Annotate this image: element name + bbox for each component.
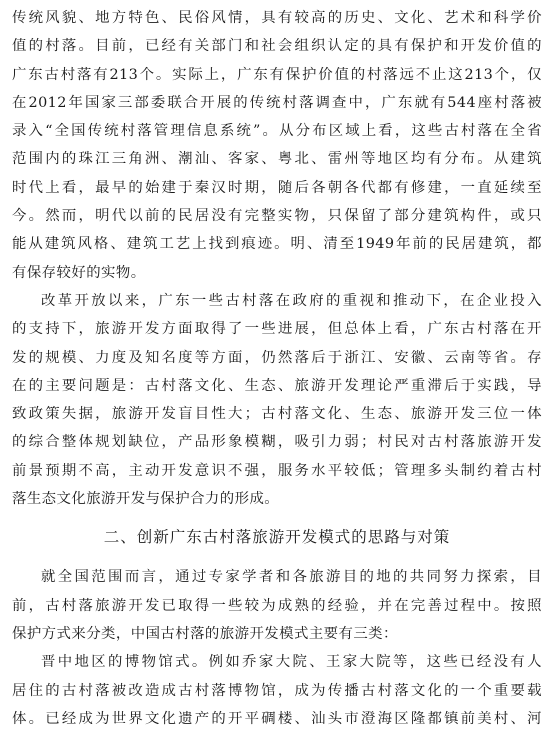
text-line: 落生态文化旅游开发与保护合力的形成。 <box>12 491 280 508</box>
text-line: 有保存较好的实物。 <box>12 264 146 281</box>
text-line: 致政策失据，旅游开发盲目性大；古村落文化、生态、旅游开发三位一体 <box>12 406 542 423</box>
text-line: 在的主要问题是：古村落文化、生态、旅游开发理论严重滞后于实践，导 <box>12 377 542 394</box>
text-line: 值的村落。目前，已经有关部门和社会组织认定的具有保护和开发价值的 <box>12 38 542 55</box>
text-line: 时代上看，最早的始建于秦汉时期，随后各朝各代都有修建，一直延续至 <box>12 179 542 196</box>
text-line: 前景预期不高，主动开发意识不强，服务水平较低；管理多头制约着古村 <box>12 462 542 479</box>
text-line: 范围内的珠江三角洲、潮汕、客家、粤北、雷州等地区均有分布。从建筑 <box>12 151 542 168</box>
paragraph-village-overview <box>12 4 542 287</box>
text-line: 录入“全国传统村落管理信息系统”。从分布区域上看，这些古村落在全省 <box>12 123 542 140</box>
text-line: 改革开放以来，广东一些古村落在政府的重视和推动下，在企业投入 <box>41 292 542 309</box>
paragraph-reform-problems <box>12 287 542 513</box>
text-line: 保护方式来分类，中国古村落的旅游开发模式主要有三类： <box>12 625 398 642</box>
section-heading: 二、创新广东古村落旅游开发模式的思路与对策 <box>103 528 451 547</box>
paragraph-national-experience <box>12 563 542 648</box>
text-line: 今。然而，明代以前的民居没有完整实物，只保留了部分建筑构件，或只 <box>12 208 542 225</box>
text-line: 能从建筑风格、建筑工艺上找到痕迹。明、清至1949年前的民居建筑，都 <box>12 236 542 253</box>
text-line: 的综合整体规划缺位，产品形象模糊，吸引力弱；村民对古村落旅游开发 <box>12 434 542 451</box>
text-line: 晋中地区的博物馆式。例如乔家大院、王家大院等，这些已经没有人 <box>41 654 542 671</box>
text-line: 传统风貌、地方特色、民俗风情，具有较高的历史、文化、艺术和科学价 <box>12 10 542 26</box>
text-line: 广东古村落有213个。实际上，广东有保护价值的村落远不止这213个，仅 <box>12 66 542 83</box>
text-line: 体。已经成为世界文化遗产的开平碉楼、汕头市澄海区隆都镇前美村、河 <box>12 710 542 727</box>
document-page <box>12 4 542 733</box>
paragraph-museum-model <box>12 648 542 733</box>
text-line: 居住的古村落被改造成古村落博物馆，成为传播古村落文化的一个重要载 <box>12 682 542 699</box>
text-line: 就全国范围而言，通过专家学者和各旅游目的地的共同努力探索，目 <box>41 569 542 586</box>
text-line: 前，古村落旅游开发已取得一些较为成熟的经验，并在完善过程中。按照 <box>12 597 542 614</box>
text-line: 在2012年国家三部委联合开展的传统村落调查中，广东就有544座村落被 <box>12 94 542 111</box>
text-line: 发的规模、力度及知名度等方面，仍然落后于浙江、安徽、云南等省。存 <box>12 349 542 366</box>
text-line: 的支持下，旅游开发方面取得了一些进展，但总体上看，广东古村落在开 <box>12 321 542 338</box>
